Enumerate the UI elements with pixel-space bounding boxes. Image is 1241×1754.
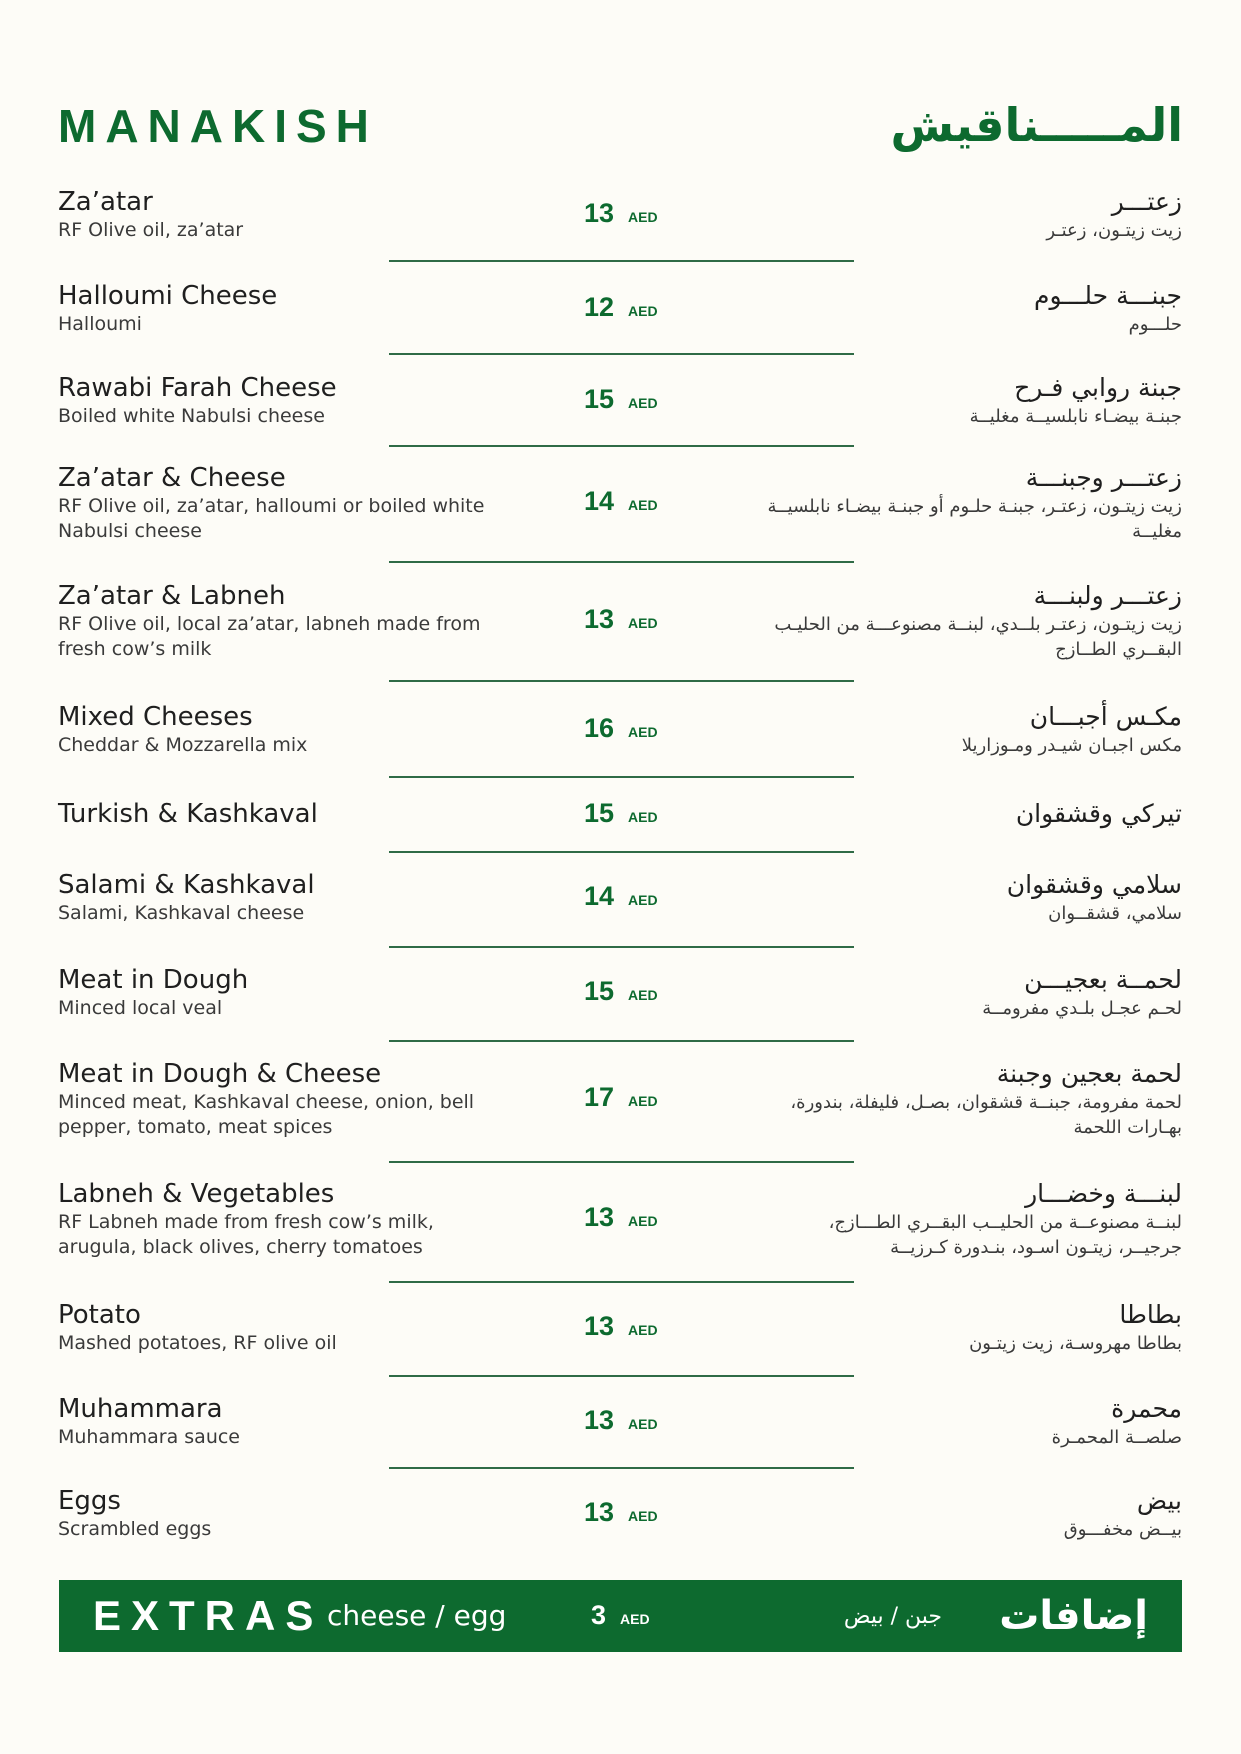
item-name: Eggs [58,1486,121,1516]
price-value: 13 [584,1497,615,1527]
item-description-arabic: حلـــوم [1128,314,1182,335]
item-description: RF Olive oil, za’atar, halloumi or boiled white Nabulsi cheese [58,495,485,542]
price-currency: AED [620,1611,650,1627]
page-title-arabic: المـــــناقيش [890,98,1183,152]
item-description-arabic: زيت زيتـون، زعتـر بلــدي، لبنــة مصنوعـــة من الحليـب البقــري الطــازج [774,614,1182,660]
price-value: 13 [584,198,615,228]
item-price [584,1202,724,1233]
extras-title: EXTRAS [93,1592,324,1639]
divider [389,1161,854,1163]
item-description-arabic: زيت زيتـون، زعتـر، جبنـة حلـوم أو جبنـة بيضـاء نابلسيــة مغليــة [767,496,1182,542]
price-value: 14 [584,486,615,516]
item-description-arabic: سلامي، قشقــوان [1048,903,1182,924]
item-name: Za’atar [58,187,153,217]
extras-banner [59,1580,1182,1652]
item-name-arabic: جبنة روابي فـرح [1014,373,1182,402]
price-value: 13 [584,1405,615,1435]
item-name-arabic: لحمــة بعجيـــن [1024,965,1182,994]
item-name-arabic: لحمة بعجين وجبنة [996,1059,1182,1088]
price-value: 17 [584,1082,615,1112]
item-price [584,1311,724,1342]
item-name-arabic: لبنـــة وخضـــار [1025,1179,1182,1208]
price-currency: AED [628,209,658,225]
item-name: Meat in Dough & Cheese [58,1059,382,1089]
item-name-arabic: سلامي وقشقوان [1006,870,1182,899]
item-name: Halloumi Cheese [58,281,278,311]
item-description-arabic: لحـم عجـل بلـدي مفرومــة [982,998,1182,1019]
item-name-arabic: زعتـــر وجبنـــة [1025,463,1182,492]
divider [389,1375,854,1377]
divider [389,680,854,682]
divider [389,1467,854,1469]
item-name: Labneh & Vegetables [58,1179,335,1209]
extras-subtitle-arabic: جبن / بيض [843,1604,942,1629]
item-price [584,976,724,1007]
divider [389,1281,854,1283]
item-description: Minced meat, Kashkaval cheese, onion, bell pepper, tomato, meat spices [58,1091,475,1138]
item-name-arabic: بطاطا [1119,1300,1182,1329]
item-description: Cheddar & Mozzarella mix [58,734,308,756]
item-description: RF Olive oil, za’atar [58,219,244,241]
price-currency: AED [628,892,658,908]
item-name-arabic: بيض [1136,1486,1182,1515]
item-price [584,713,724,744]
item-description-arabic: صلصــة المحمـرة [1051,1427,1182,1448]
item-name-arabic: تيركي وقشقوان [1015,799,1182,828]
item-price [584,1497,724,1528]
price-currency: AED [628,1213,658,1229]
item-description: Boiled white Nabulsi cheese [58,405,325,427]
item-description: Minced local veal [58,997,223,1019]
item-price [584,384,724,415]
item-price [584,292,724,323]
item-description-arabic: لحمة مفرومة، جبنــة قشقوان، بصـل، فليفلة، بندورة، بهـارات اللحمة [790,1092,1182,1138]
divider [389,946,854,948]
item-description: Muhammara sauce [58,1426,240,1448]
item-price [584,604,724,635]
price-currency: AED [628,303,658,319]
extras-price [591,1600,650,1631]
item-description: Salami, Kashkaval cheese [58,902,305,924]
item-name: Za’atar & Cheese [58,463,286,493]
price-value: 12 [584,292,615,322]
item-name: Meat in Dough [58,965,249,995]
item-price [584,881,724,912]
item-name: Salami & Kashkaval [58,870,315,900]
item-name-arabic: مكـس أجبـــان [1029,702,1182,731]
divider [389,776,854,778]
item-name-arabic: محمرة [1111,1394,1182,1423]
item-description: Mashed potatoes, RF olive oil [58,1332,337,1354]
item-description-arabic: مكس اجبـان شيـدر ومـوزاريلا [961,735,1182,756]
price-currency: AED [628,987,658,1003]
price-value: 13 [584,604,615,634]
item-name: Rawabi Farah Cheese [58,373,337,403]
item-name-arabic: جبنـــة حلـــوم [1034,281,1182,310]
item-price [584,1405,724,1436]
divider [389,561,854,563]
divider [389,1040,854,1042]
price-value: 14 [584,881,615,911]
divider [389,260,854,262]
item-price [584,1082,724,1113]
price-value: 3 [591,1600,607,1630]
item-description-arabic: بطاطا مهروسـة، زيت زيتـون [969,1333,1182,1354]
item-description: Scrambled eggs [58,1518,212,1540]
divider [389,353,854,355]
item-name: Turkish & Kashkaval [58,799,318,829]
item-description-arabic: بيــض مخفـــوق [1063,1519,1182,1540]
item-name-arabic: زعتـــر ولبنـــة [1033,581,1182,610]
price-value: 13 [584,1311,615,1341]
item-description: RF Labneh made from fresh cow’s milk, arugula, black olives, cherry tomatoes [58,1211,434,1258]
item-description-arabic: زيت زيتـون، زعتـر [1046,220,1182,241]
extras-title-arabic: إضافات [999,1593,1148,1639]
divider [389,851,854,853]
item-price [584,486,724,517]
price-value: 16 [584,713,615,743]
price-value: 13 [584,1202,615,1232]
item-name: Potato [58,1300,141,1330]
price-currency: AED [628,395,658,411]
item-price [584,798,724,829]
price-currency: AED [628,497,658,513]
price-value: 15 [584,976,615,1006]
price-value: 15 [584,384,615,414]
item-name: Mixed Cheeses [58,702,253,732]
item-name: Muhammara [58,1394,223,1424]
price-currency: AED [628,1322,658,1338]
price-currency: AED [628,1508,658,1524]
price-currency: AED [628,809,658,825]
item-name: Za’atar & Labneh [58,581,286,611]
item-price [584,198,724,229]
item-name-arabic: زعتـــر [1111,187,1182,216]
item-description-arabic: جبنـة بيضـاء نابلسيــة مغليــة [969,406,1182,427]
price-value: 15 [584,798,615,828]
price-currency: AED [628,724,658,740]
price-currency: AED [628,1093,658,1109]
price-currency: AED [628,1416,658,1432]
price-currency: AED [628,615,658,631]
extras-subtitle: cheese / egg [327,1599,507,1632]
item-description-arabic: لبنــة مصنوعــة من الحليــب البقــري الطـــازج، جرجيــر، زيتـون اسـود، بنـدورة كـرزيــة [828,1212,1182,1258]
divider [389,445,854,447]
item-description: Halloumi [58,313,142,335]
page-title: MANAKISH [58,100,378,152]
item-description: RF Olive oil, local za’atar, labneh made from fresh cow’s milk [58,613,481,660]
